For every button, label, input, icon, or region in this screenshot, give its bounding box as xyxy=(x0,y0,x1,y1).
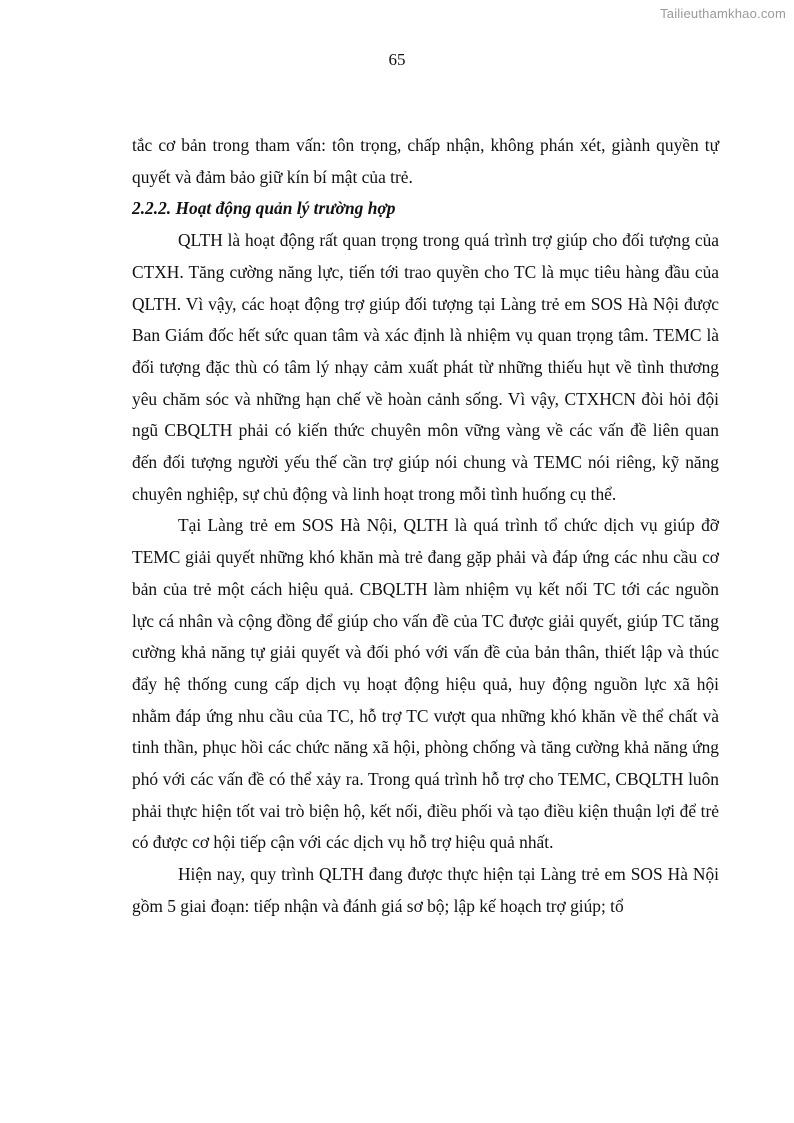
paragraph: Tại Làng trẻ em SOS Hà Nội, QLTH là quá trình tổ chức dịch vụ giúp đỡ TEMC giải quyết những khó khăn mà trẻ đang gặp phải và đáp ứng các nhu cầu cơ bản của trẻ một cách hiệu quả. CBQLTH làm nhiệm vụ kết nối TC tới các nguồn lực cá nhân và cộng đồng để giúp cho vấn đề của TC được giải quyết, giúp TC tăng cường khả năng tự giải quyết và đối phó với vấn đề của bản thân, thiết lập và thúc đẩy hệ thống cung cấp dịch vụ hoạt động hiệu quả, huy động nguồn lực xã hội nhằm đáp ứng nhu cầu của TC, hỗ trợ TC vượt qua những khó khăn về thể chất và tinh thần, phục hồi các chức năng xã hội, phòng chống và tăng cường khả năng ứng phó với các vấn đề có thể xảy ra. Trong quá trình hỗ trợ cho TEMC, CBQLTH luôn phải thực hiện tốt vai trò biện hộ, kết nối, điều phối và tạo điều kiện thuận lợi để trẻ có được cơ hội tiếp cận với các dịch vụ hỗ trợ hiệu quả nhất. xyxy=(132,515,719,853)
document-body xyxy=(132,130,719,923)
page-number: 65 xyxy=(388,50,406,69)
watermark: Tailieuthamkhao.com xyxy=(660,6,786,21)
paragraph: QLTH là hoạt động rất quan trọng trong quá trình trợ giúp cho đối tượng của CTXH. Tăng cường năng lực, tiến tới trao quyền cho TC là mục tiêu hàng đầu của QLTH. Vì vậy, các hoạt động trợ giúp đối tượng tại Làng trẻ em SOS Hà Nội được Ban Giám đốc hết sức quan tâm và xác định là nhiệm vụ quan trọng tâm. TEMC là đối tượng đặc thù có tâm lý nhạy cảm xuất phát từ những thiếu hụt về tình thương yêu chăm sóc và những hạn chế về hoàn cảnh sống. Vì vậy, CTXHCN đòi hỏi đội ngũ CBQLTH phải có kiến thức chuyên môn vững vàng về các vấn đề liên quan đến đối tượng người yếu thế cần trợ giúp nói chung và TEMC nói riêng, kỹ năng chuyên nghiệp, sự chủ động và linh hoạt trong mỗi tình huống cụ thể. xyxy=(132,230,719,504)
paragraph-continued: tắc cơ bản trong tham vấn: tôn trọng, chấp nhận, không phán xét, giành quyền tự quyết và đảm bảo giữ kín bí mật của trẻ. xyxy=(132,135,719,187)
section-heading: 2.2.2. Hoạt động quản lý trường hợp xyxy=(132,198,396,219)
paragraph: Hiện nay, quy trình QLTH đang được thực hiện tại Làng trẻ em SOS Hà Nội gồm 5 giai đoạn: tiếp nhận và đánh giá sơ bộ; lập kế hoạch trợ giúp; tổ xyxy=(132,864,719,916)
